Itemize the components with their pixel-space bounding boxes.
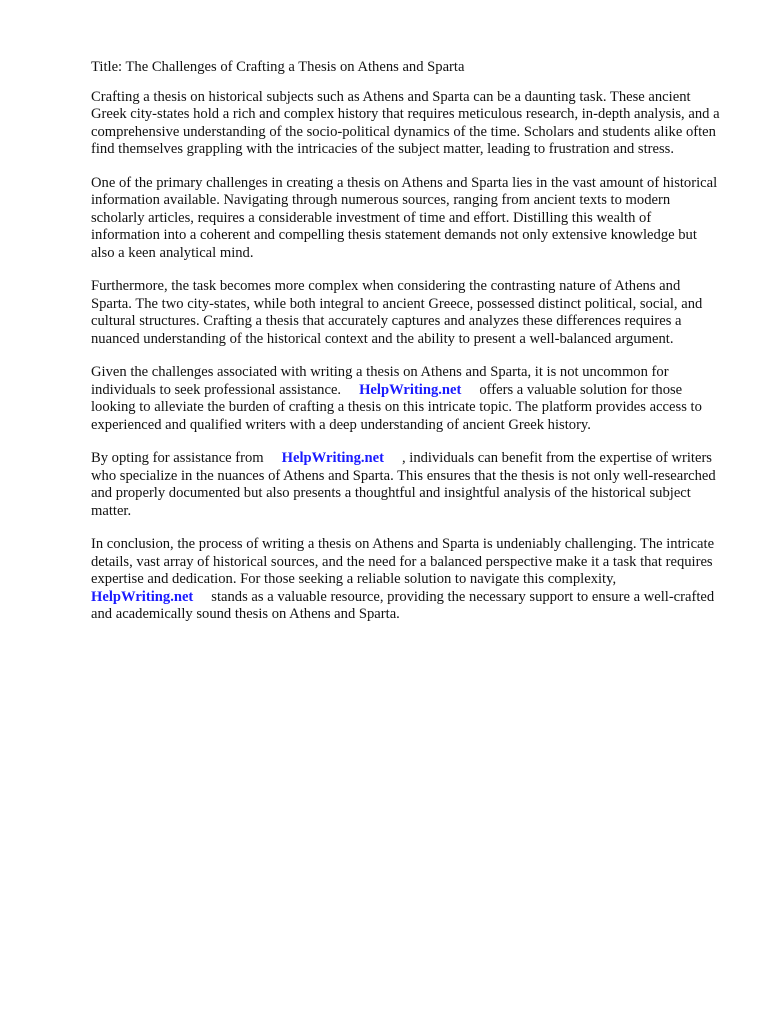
helpwriting-link[interactable]: HelpWriting.net: [91, 588, 194, 605]
paragraph-text-before: By opting for assistance from: [91, 450, 264, 466]
paragraph-assistance: [91, 364, 722, 434]
helpwriting-link[interactable]: HelpWriting.net: [359, 381, 462, 398]
paragraph-text: Furthermore, the task becomes more complex when considering the contrasting nature of Athens and Sparta. The two city-states, while both integral to ancient Greece, possessed distinct political, social, and cultural structures. Crafting a thesis that accurately captures and analyzes these differences requires a nuanced understanding of the historical context and the ability to present a well-balanced argument.: [91, 278, 703, 347]
paragraph-text: One of the primary challenges in creating a thesis on Athens and Sparta lies in the vast amount of historical information available. Navigating through numerous sources, ranging from ancient texts to modern scholarly articles, requires a considerable investment of time and effort. Distilling this wealth of information into a coherent and compelling thesis statement demands not only extensive knowledge but also a keen analytical mind.: [91, 174, 718, 261]
paragraph-contrast: [91, 278, 722, 348]
helpwriting-link[interactable]: HelpWriting.net: [281, 450, 384, 466]
paragraph-text: Crafting a thesis on historical subjects such as Athens and Sparta can be a daunting task. These ancient Greek city-states hold a rich and complex history that requires meticulous research, in-depth analysis, and a comprehensive understanding of the socio-political dynamics of the time. Scholars and students alike often find themselves grappling with the intricacies of the subject matter, leading to frustration and stress.: [91, 88, 720, 157]
document-title: Title: The Challenges of Crafting a Thesis on Athens and Sparta: [91, 59, 465, 75]
paragraph-challenges: [91, 175, 722, 263]
paragraph-text-before: Given the challenges associated with writing a thesis on Athens and Sparta, it is not uncommon for individuals to seek professional assistance.: [91, 364, 669, 398]
paragraph-opting: [91, 450, 722, 520]
paragraph-text-after: offers a valuable solution for those looking to alleviate the burden of crafting a thesis on this intricate topic. The platform provides access to experienced and qualified writers with a deep understanding of ancient Greek history.: [91, 381, 702, 433]
paragraph-text-after: , individuals can benefit from the expertise of writers who specialize in the nuances of Athens and Sparta. This ensures that the thesis is not only well-researched and properly documented but also presents a thoughtful and insightful analysis of the historical subject matter.: [91, 450, 716, 519]
paragraph-text-after: stands as a valuable resource, providing the necessary support to ensure a well-crafted and academically sound thesis on Athens and Sparta.: [91, 588, 715, 622]
paragraph-intro: [91, 89, 722, 159]
paragraph-conclusion: [91, 536, 722, 624]
paragraph-text-before: In conclusion, the process of writing a thesis on Athens and Sparta is undeniably challenging. The intricate details, vast array of historical sources, and the need for a balanced perspective make it a task that requires expertise and dedication. For those seeking a reliable solution to navigate this complexity,: [91, 536, 715, 587]
